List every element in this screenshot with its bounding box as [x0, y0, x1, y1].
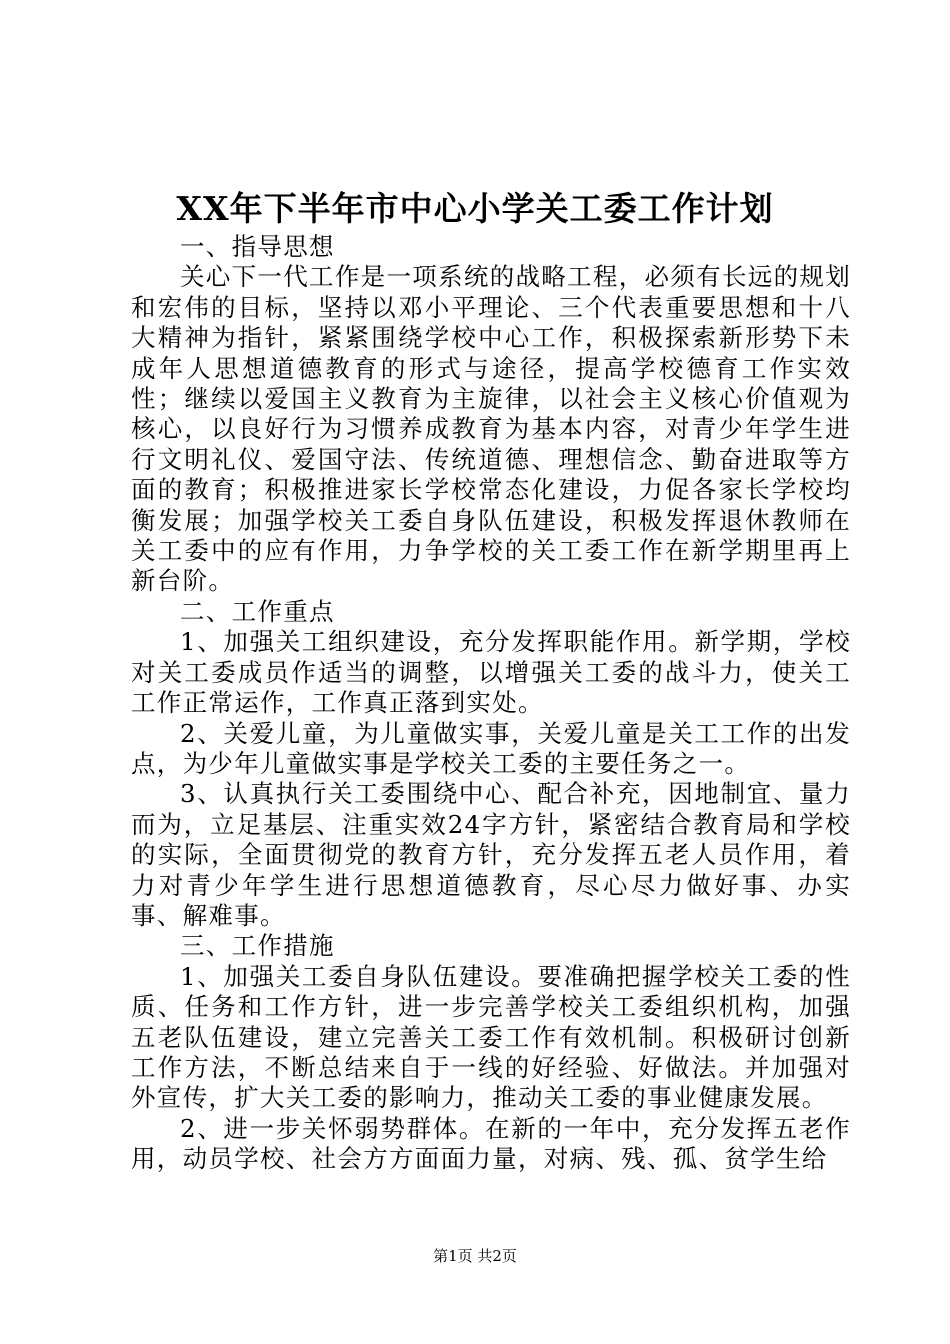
- section-heading-work-focus: 二、工作重点: [180, 596, 335, 626]
- section-heading-work-measures: 三、工作措施: [180, 931, 335, 961]
- paragraph-focus-1: 1、加强关工组织建设，充分发挥职能作用。新学期，学校对关工委成员作适当的调整，以增强关工委的战斗力，使关工工作正常运作，工作真正落到实处。: [131, 627, 851, 718]
- section-heading-guiding-ideology: 一、指导思想: [180, 232, 335, 261]
- paragraph-focus-2: 2、关爱儿童，为儿童做实事，关爱儿童是关工工作的出发点，为少年儿童做实事是学校关工委的主要任务之一。: [131, 718, 851, 778]
- paragraph-guiding-ideology: 关心下一代工作是一项系统的战略工程，必须有长远的规划和宏伟的目标，坚持以邓小平理论、三个代表重要思想和十八大精神为指针，紧紧围绕学校中心工作，积极探索新形势下未成年人思想道德教育的形式与途径，提高学校德育工作实效性；继续以爱国主义教育为主旋律，以社会主义核心价值观为核心，以良好行为习惯养成教育为基本内容，对青少年学生进行文明礼仪、爱国守法、传统道德、理想信念、勤奋进取等方面的教育；积极推进家长学校常态化建设，力促各家长学校均衡发展；加强学校关工委自身队伍建设，积极发挥退休教师在关工委中的应有作用，力争学校的关工委工作在新学期里再上新台阶。: [131, 262, 851, 596]
- paragraph-measure-1: 1、加强关工委自身队伍建设。要准确把握学校关工委的性质、任务和工作方针，进一步完善学校关工委组织机构，加强五老队伍建设，建立完善关工委工作有效机制。积极研讨创新工作方法，不断总结来自于一线的好经验、好做法。并加强对外宣传，扩大关工委的影响力，推动关工委的事业健康发展。: [131, 961, 851, 1113]
- document-body: [131, 232, 851, 1175]
- document-title: XX年下半年市中心小学关工委工作计划: [176, 189, 774, 228]
- paragraph-measure-2: 2、进一步关怀弱势群体。在新的一年中，充分发挥五老作用，动员学校、社会方方面面力量，对病、残、孤、贫学生给: [131, 1113, 851, 1174]
- page-number-footer: 第1页 共2页: [433, 1247, 517, 1265]
- paragraph-focus-3: 3、认真执行关工委围绕中心、配合补充，因地制宜、量力而为，立足基层、注重实效24字方针，紧密结合教育局和学校的实际，全面贯彻党的教育方针，充分发挥五老人员作用，着力对青少年学生进行思想道德教育，尽心尽力做好事、办实事、解难事。: [131, 779, 851, 930]
